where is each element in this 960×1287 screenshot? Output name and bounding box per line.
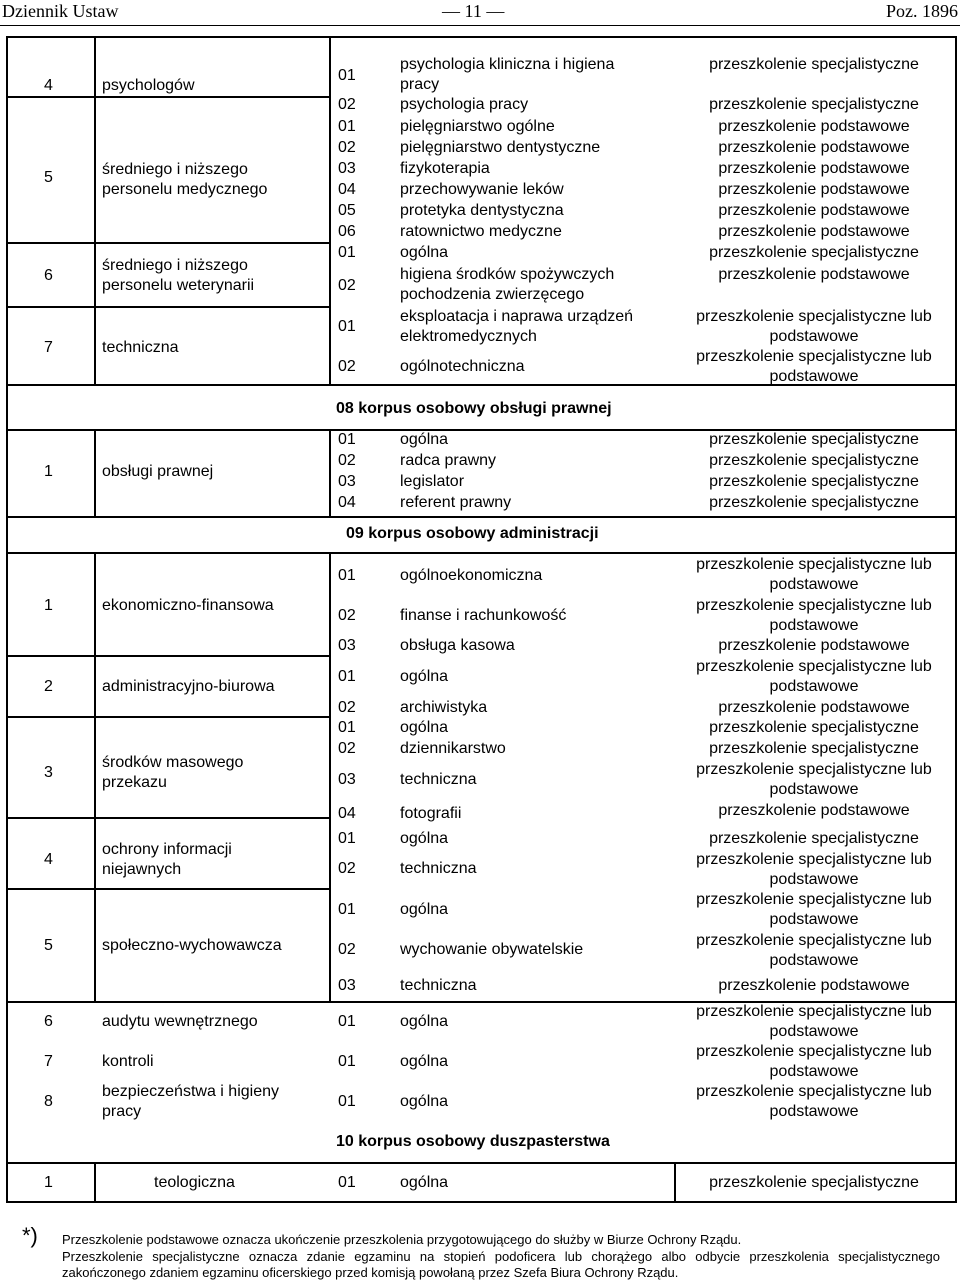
section-heading: 10 korpus osobowy duszpasterstwa bbox=[336, 1133, 610, 1150]
group-name: bezpieczeństwa i higieny pracy bbox=[102, 1083, 279, 1120]
row-specialty: fotografii bbox=[400, 805, 462, 822]
group-name: środków masowego przekazu bbox=[102, 754, 244, 791]
row-specialty: ogólna bbox=[400, 1174, 449, 1191]
row-code: 01 bbox=[338, 830, 356, 847]
row-requirement: przeszkolenie specjalistyczne bbox=[709, 830, 919, 847]
row-requirement: przeszkolenie podstawowe bbox=[718, 802, 910, 819]
row-specialty: ratownictwo medyczne bbox=[400, 223, 562, 240]
group-name: ekonomiczno-finansowa bbox=[102, 597, 274, 614]
row-code: 01 bbox=[338, 118, 356, 135]
row-requirement: przeszkolenie specjalistyczne bbox=[709, 431, 919, 448]
col-divider bbox=[329, 553, 331, 1002]
row-requirement: przeszkolenie podstawowe bbox=[718, 223, 910, 240]
row-code: 01 bbox=[338, 1053, 356, 1070]
row-code: 03 bbox=[338, 771, 356, 788]
row-specialty: ogólna bbox=[400, 244, 449, 261]
row-requirement: przeszkolenie specjalistyczne lub podstawowe bbox=[696, 851, 932, 888]
row-requirement: przeszkolenie specjalistyczne bbox=[709, 452, 919, 469]
row-specialty: ogólna bbox=[400, 431, 449, 448]
row-specialty: pielęgniarstwo dentystyczne bbox=[400, 139, 601, 156]
group-number: 7 bbox=[44, 339, 53, 356]
row-code: 02 bbox=[338, 740, 356, 757]
row-requirement: przeszkolenie specjalistyczne lub podstawowe bbox=[696, 308, 932, 345]
row-requirement: przeszkolenie specjalistyczne bbox=[709, 244, 919, 261]
row-requirement: przeszkolenie podstawowe bbox=[718, 699, 910, 716]
row-requirement: przeszkolenie specjalistyczne bbox=[709, 56, 919, 73]
group-name: obsługi prawnej bbox=[102, 463, 214, 480]
group-name: kontroli bbox=[102, 1053, 154, 1070]
page-number: — 11 — bbox=[442, 1, 505, 21]
row-requirement: przeszkolenie specjalistyczne bbox=[709, 719, 919, 736]
row-requirement: przeszkolenie specjalistyczne bbox=[709, 1174, 919, 1191]
row-requirement: przeszkolenie specjalistyczne bbox=[709, 494, 919, 511]
row-specialty: radca prawny bbox=[400, 452, 497, 469]
group-name: średniego i niższego personelu weterynarii bbox=[102, 257, 255, 294]
row-code: 02 bbox=[338, 139, 356, 156]
group-number: 7 bbox=[44, 1053, 53, 1070]
row-specialty: dziennikarstwo bbox=[400, 740, 506, 757]
group-number: 5 bbox=[44, 169, 53, 186]
row-code: 01 bbox=[338, 668, 356, 685]
footnote-marker: *) bbox=[22, 1223, 38, 1248]
group-number: 2 bbox=[44, 678, 53, 695]
row-requirement: przeszkolenie specjalistyczne bbox=[709, 96, 919, 113]
group-number: 8 bbox=[44, 1093, 53, 1110]
group-name: psychologów bbox=[102, 77, 195, 94]
row-requirement: przeszkolenie specjalistyczne lub podstawowe bbox=[696, 597, 932, 634]
row-specialty: pielęgniarstwo ogólne bbox=[400, 118, 555, 135]
row-divider bbox=[6, 242, 329, 244]
row-specialty: finanse i rachunkowość bbox=[400, 607, 567, 624]
row-code: 01 bbox=[338, 1174, 356, 1191]
row-code: 02 bbox=[338, 452, 356, 469]
group-name: średniego i niższego personelu medycznego bbox=[102, 161, 268, 198]
row-requirement: przeszkolenie specjalistyczne lub podstawowe bbox=[696, 932, 932, 969]
row-requirement: przeszkolenie specjalistyczne lub podstawowe bbox=[696, 761, 932, 798]
col-divider bbox=[329, 36, 331, 385]
row-code: 01 bbox=[338, 67, 356, 84]
row-requirement: przeszkolenie specjalistyczne lub podstawowe bbox=[696, 556, 932, 593]
section-heading: 08 korpus osobowy obsługi prawnej bbox=[336, 400, 612, 417]
row-specialty: higiena środków spożywczych pochodzenia zwierzęcego bbox=[400, 266, 615, 303]
row-specialty: fizykoterapia bbox=[400, 160, 490, 177]
row-code: 02 bbox=[338, 358, 356, 375]
group-number: 1 bbox=[44, 463, 53, 480]
row-requirement: przeszkolenie specjalistyczne lub podstawowe bbox=[696, 1083, 932, 1120]
row-specialty: referent prawny bbox=[400, 494, 512, 511]
group-number: 3 bbox=[44, 764, 53, 781]
row-specialty: ogólna bbox=[400, 668, 449, 685]
row-specialty: techniczna bbox=[400, 771, 477, 788]
row-code: 02 bbox=[338, 607, 356, 624]
group-number: 4 bbox=[44, 77, 53, 94]
row-requirement: przeszkolenie specjalistyczne lub podstawowe bbox=[696, 891, 932, 928]
group-name: teologiczna bbox=[154, 1174, 235, 1191]
row-code: 02 bbox=[338, 860, 356, 877]
row-code: 01 bbox=[338, 318, 356, 335]
row-code: 05 bbox=[338, 202, 356, 219]
row-requirement: przeszkolenie podstawowe bbox=[718, 139, 910, 156]
row-divider bbox=[6, 552, 957, 554]
row-specialty: psychologia pracy bbox=[400, 96, 529, 113]
group-number: 1 bbox=[44, 1174, 53, 1191]
row-specialty: obsługa kasowa bbox=[400, 637, 515, 654]
group-number: 4 bbox=[44, 851, 53, 868]
group-number: 1 bbox=[44, 597, 53, 614]
row-divider bbox=[6, 716, 329, 718]
group-name: techniczna bbox=[102, 339, 179, 356]
row-code: 04 bbox=[338, 181, 356, 198]
row-specialty: ogólna bbox=[400, 1053, 449, 1070]
section-heading: 09 korpus osobowy administracji bbox=[346, 525, 599, 542]
row-specialty: eksploatacja i naprawa urządzeń elektromedycznych bbox=[400, 308, 634, 345]
row-specialty: ogólnotechniczna bbox=[400, 358, 525, 375]
row-code: 03 bbox=[338, 637, 356, 654]
position-number: Poz. 1896 bbox=[886, 1, 958, 21]
page-header bbox=[0, 0, 960, 24]
group-name: administracyjno-biurowa bbox=[102, 678, 275, 695]
row-code: 03 bbox=[338, 473, 356, 490]
row-requirement: przeszkolenie specjalistyczne lub podstawowe bbox=[696, 658, 932, 695]
row-specialty: ogólna bbox=[400, 1013, 449, 1030]
row-requirement: przeszkolenie specjalistyczne bbox=[709, 473, 919, 490]
row-divider bbox=[6, 655, 329, 657]
row-specialty: wychowanie obywatelskie bbox=[400, 941, 584, 958]
row-code: 04 bbox=[338, 805, 356, 822]
row-code: 02 bbox=[338, 941, 356, 958]
col-divider bbox=[94, 553, 96, 1002]
row-specialty: techniczna bbox=[400, 860, 477, 877]
row-requirement: przeszkolenie podstawowe bbox=[718, 181, 910, 198]
row-requirement: przeszkolenie specjalistyczne lub podstawowe bbox=[696, 1043, 932, 1080]
col-divider bbox=[329, 430, 331, 517]
row-code: 01 bbox=[338, 1093, 356, 1110]
row-requirement: przeszkolenie specjalistyczne lub podstawowe bbox=[696, 1003, 932, 1040]
group-name: ochrony informacji niejawnych bbox=[102, 841, 232, 878]
row-requirement: przeszkolenie specjalistyczne lub podstawowe bbox=[696, 348, 932, 385]
row-code: 03 bbox=[338, 160, 356, 177]
row-code: 01 bbox=[338, 901, 356, 918]
row-requirement: przeszkolenie podstawowe bbox=[718, 637, 910, 654]
row-specialty: legislator bbox=[400, 473, 465, 490]
col-divider bbox=[94, 36, 96, 385]
group-number: 6 bbox=[44, 1013, 53, 1030]
row-specialty: ogólna bbox=[400, 901, 449, 918]
row-requirement: przeszkolenie podstawowe bbox=[718, 202, 910, 219]
row-code: 01 bbox=[338, 244, 356, 261]
row-requirement: przeszkolenie specjalistyczne bbox=[709, 740, 919, 757]
col-divider bbox=[94, 430, 96, 517]
row-specialty: psychologia kliniczna i higiena pracy bbox=[400, 56, 615, 93]
footnote-basic: Przeszkolenie podstawowe oznacza ukończenie przeszkolenia przygotowującego do służby w Biurze Ochrony Rządu. bbox=[62, 1232, 742, 1247]
row-divider bbox=[6, 516, 957, 518]
row-code: 01 bbox=[338, 431, 356, 448]
row-requirement: przeszkolenie podstawowe bbox=[718, 118, 910, 135]
row-specialty: ogólna bbox=[400, 719, 449, 736]
row-divider bbox=[6, 1162, 957, 1164]
group-number: 5 bbox=[44, 937, 53, 954]
row-code: 04 bbox=[338, 494, 356, 511]
journal-title: Dziennik Ustaw bbox=[2, 1, 119, 21]
row-code: 06 bbox=[338, 223, 356, 240]
header-rule bbox=[0, 25, 960, 26]
row-code: 02 bbox=[338, 277, 356, 294]
row-divider bbox=[6, 306, 329, 308]
row-specialty: ogólna bbox=[400, 1093, 449, 1110]
row-requirement: przeszkolenie podstawowe bbox=[718, 266, 910, 283]
row-divider bbox=[6, 817, 329, 819]
row-code: 01 bbox=[338, 567, 356, 584]
group-name: audytu wewnętrznego bbox=[102, 1013, 258, 1030]
row-code: 01 bbox=[338, 1013, 356, 1030]
row-divider bbox=[6, 888, 329, 890]
col-divider bbox=[94, 1162, 96, 1203]
group-number: 6 bbox=[44, 267, 53, 284]
row-specialty: przechowywanie leków bbox=[400, 181, 564, 198]
footnote-specialist: Przeszkolenie specjalistyczne oznacza zdanie egzaminu na stopień podoficera lub chorążego albo odbycie przeszkolenia specjalistycznego zakończonego zdaniem egzaminu oficerskiego przed komisją powołaną przez Szefa Biura Ochrony Rządu. bbox=[62, 1249, 940, 1280]
group-name: społeczno-wychowawcza bbox=[102, 937, 282, 954]
row-code: 01 bbox=[338, 719, 356, 736]
row-code: 02 bbox=[338, 96, 356, 113]
row-specialty: ogólna bbox=[400, 830, 449, 847]
row-specialty: archiwistyka bbox=[400, 699, 488, 716]
row-specialty: techniczna bbox=[400, 977, 477, 994]
row-specialty: ogólnoekonomiczna bbox=[400, 567, 543, 584]
row-specialty: protetyka dentystyczna bbox=[400, 202, 564, 219]
row-code: 03 bbox=[338, 977, 356, 994]
row-requirement: przeszkolenie podstawowe bbox=[718, 160, 910, 177]
row-code: 02 bbox=[338, 699, 356, 716]
row-requirement: przeszkolenie podstawowe bbox=[718, 977, 910, 994]
row-divider bbox=[6, 96, 329, 98]
